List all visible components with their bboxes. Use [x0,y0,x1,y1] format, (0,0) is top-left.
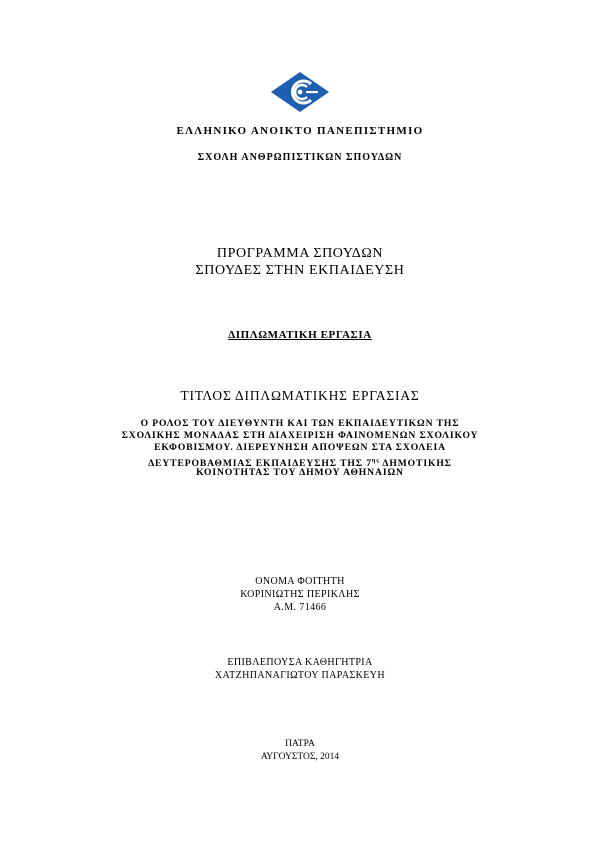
supervisor-label: ΕΠΙΒΛΕΠΟΥΣΑ ΚΑΘΗΓΗΤΡΙΑ [227,657,373,668]
program-name: ΣΠΟΥΔΕΣ ΣΤΗΝ ΕΚΠΑΙΔΕΥΣΗ [195,263,405,278]
student-label: ΟΝΟΜΑ ΦΟΙΤΗΤΗ [255,576,345,587]
title-heading: ΤΙΤΛΟΣ ΔΙΠΛΩΜΑΤΙΚΗΣ ΕΡΓΑΣΙΑΣ [180,388,420,403]
thesis-title-line-4-start: ΔΕΥΤΕΡΟΒΑΘΜΙΑΣ ΕΚΠΑΙΔΕΥΣΗΣ ΤΗΣ 7 [148,458,372,470]
student-name: ΚΟΡΙΝΙΩΤΗΣ ΠΕΡΙΚΛΗΣ [240,589,360,600]
thesis-title-line-1: Ο ΡΟΛΟΣ ΤΟΥ ΔΙΕΥΘΥΝΤΗ ΚΑΙ ΤΩΝ ΕΚΠΑΙΔΕΥΤΙΚΩΝ ΤΗΣ [140,418,460,429]
thesis-title-line-2: ΣΧΟΛΙΚΗΣ ΜΟΝΑΔΑΣ ΣΤΗ ΔΙΑΧΕΙΡΙΣΗ ΦΑΙΝΟΜΕΝΩΝ ΣΧΟΛΙΚΟΥ [121,430,479,441]
ordinal-superscript: ης [371,458,380,464]
program-title: ΠΡΟΓΡΑΜΜΑ ΣΠΟΥΔΩΝ [216,246,384,261]
university-logo-icon [270,71,330,113]
thesis-title-line-5: ΚΟΙΝΟΤΗΤΑΣ ΤΟΥ ΔΗΜΟΥ ΑΘΗΝΑΙΩΝ [196,467,404,478]
school-name: ΣΧΟΛΗ ΑΝΘΡΩΠΙΣΤΙΚΩΝ ΣΠΟΥΔΩΝ [197,152,403,163]
city: ΠΑΤΡΑ [285,739,315,749]
thesis-title-line-4-end: ΔΗΜΟΤΙΚΗΣ [379,458,452,470]
thesis-title-line-3: ΕΚΦΟΒΙΣΜΟΥ. ΔΙΕΡΕΥΝΗΣΗ ΑΠΟΨΕΩΝ ΣΤΑ ΣΧΟΛΕΙΑ [154,442,446,453]
student-id: Α.Μ. 71466 [273,602,327,613]
supervisor-name: ΧΑΤΖΗΠΑΝΑΓΙΩΤΟΥ ΠΑΡΑΣΚΕΥΗ [214,670,386,681]
thesis-label: ΔΙΠΛΩΜΑΤΙΚΗ ΕΡΓΑΣΙΑ [228,329,372,341]
university-name: ΕΛΛΗΝΙΚΟ ΑΝΟΙΚΤΟ ΠΑΝΕΠΙΣΤΗΜΙΟ [176,125,424,137]
date: ΑΥΓΟΥΣΤΟΣ, 2014 [260,752,340,762]
